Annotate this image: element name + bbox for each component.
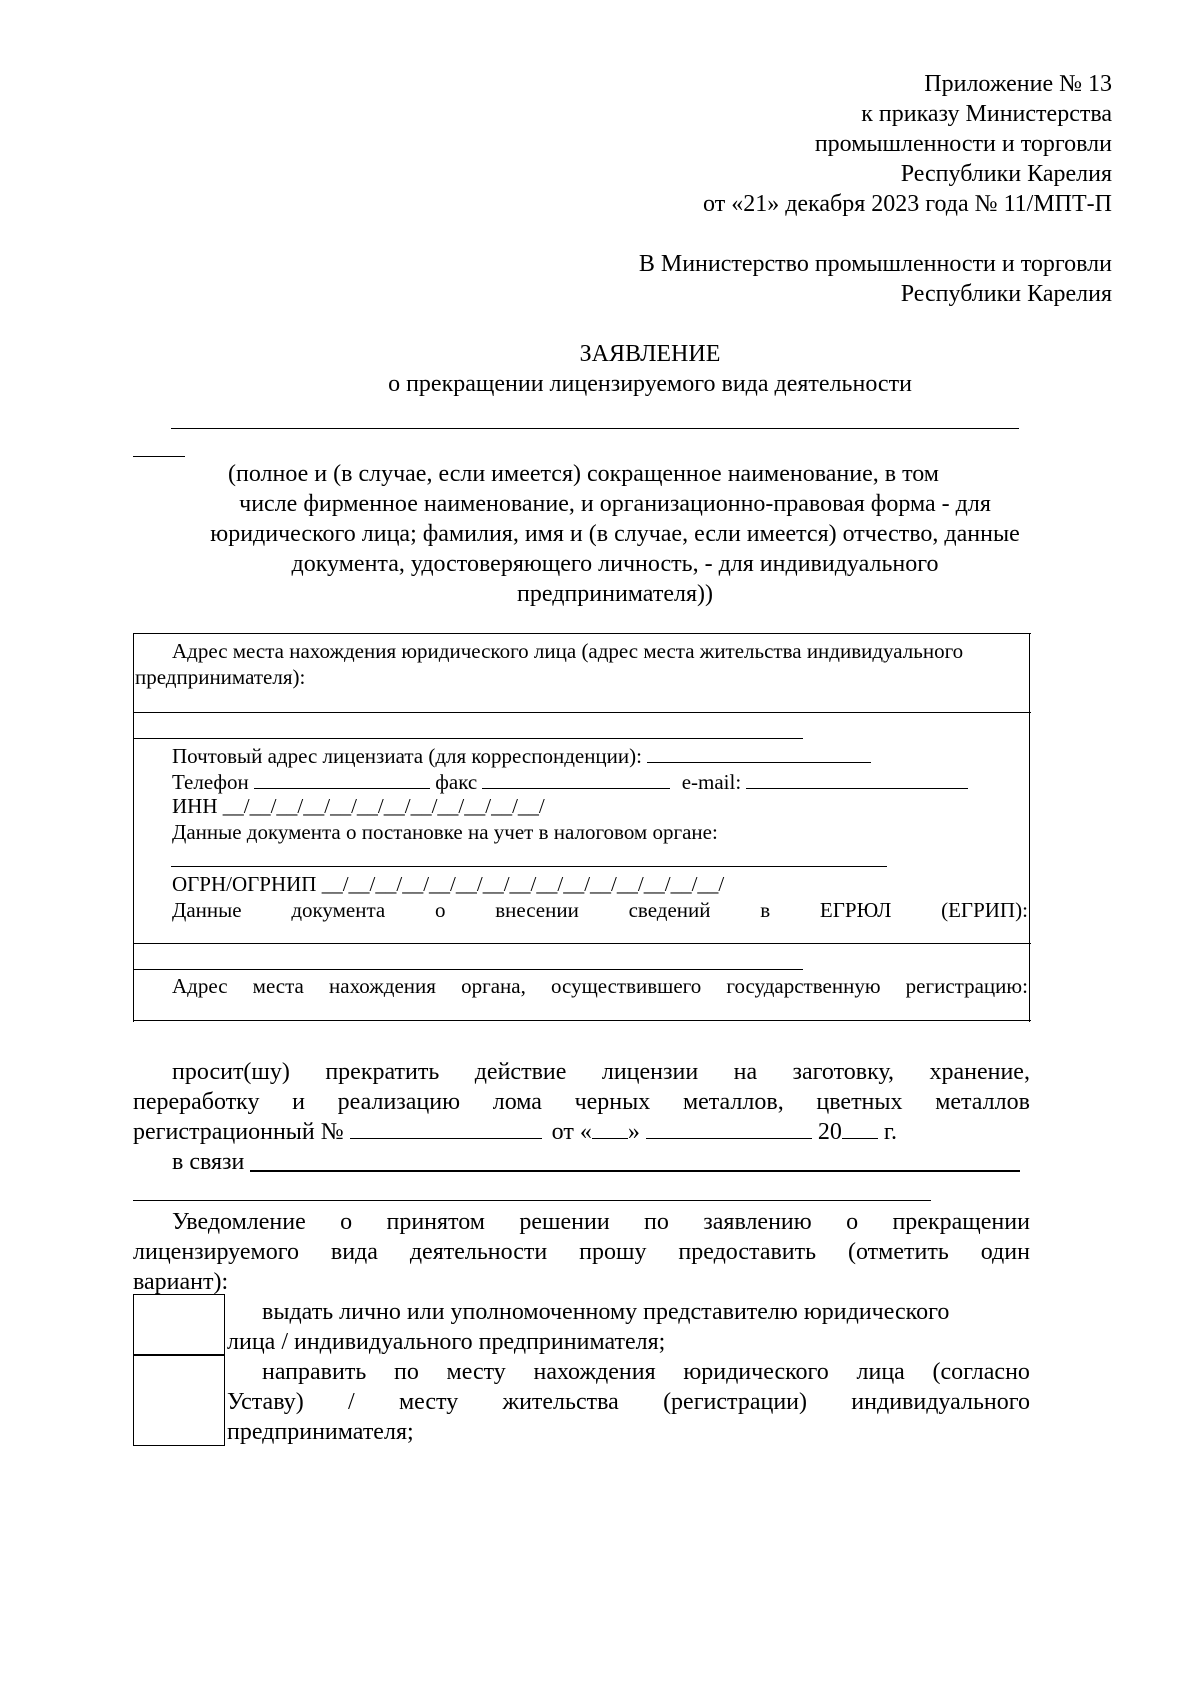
notice-word: принятом (386, 1209, 485, 1235)
annex-line-3: промышленности и торговли (814, 131, 1112, 157)
notice-word: один (980, 1239, 1030, 1265)
registration-number-label: регистрационный № (133, 1119, 344, 1145)
request-word: прекратить (325, 1059, 440, 1085)
option-2-word: Уставу) (227, 1389, 304, 1415)
close-quote: » (627, 1119, 640, 1145)
inn-field[interactable]: ИНН __/__/__/__/__/__/__/__/__/__/__/__/ (172, 794, 545, 818)
option-2-word: месту (446, 1359, 506, 1385)
option-2-word: жительства (502, 1389, 619, 1415)
egrul-word: документа (291, 898, 386, 922)
option-2-word: / (347, 1389, 355, 1415)
request-word: лицензии (601, 1059, 699, 1085)
option-2-checkbox[interactable] (133, 1354, 225, 1446)
phone-field[interactable] (254, 766, 430, 789)
option-2-word: (согласно (932, 1359, 1030, 1385)
request-word: реализацию (337, 1089, 461, 1115)
postal-address-field[interactable] (647, 740, 871, 763)
option-2-word: лица (856, 1359, 905, 1385)
year-suffix: г. (883, 1119, 897, 1145)
notice-line-1 (172, 1206, 1030, 1238)
notice-word: заявлению (703, 1209, 812, 1235)
request-word: металлов (935, 1089, 1030, 1115)
date-year-field[interactable] (842, 1116, 878, 1139)
reason-field-line-2[interactable] (133, 1200, 931, 1201)
notice-word: о (846, 1209, 859, 1235)
request-word: металлов, (682, 1089, 784, 1115)
option-2-word: индивидуального (851, 1389, 1030, 1415)
phone-label: Телефон (172, 770, 249, 794)
option-2-word: направить (262, 1359, 367, 1385)
annex-line-2: к приказу Министерства (861, 101, 1112, 127)
request-word: переработку (133, 1089, 260, 1115)
reason-row (172, 1146, 244, 1178)
addressee-line-2: Республики Карелия (900, 281, 1112, 307)
registration-organ-label (172, 972, 1028, 1000)
reg-word: Адрес (172, 974, 228, 998)
reg-word: места (252, 974, 304, 998)
request-word: действие (474, 1059, 567, 1085)
egrul-word: (ЕГРИП): (941, 898, 1028, 922)
egrul-word: о (434, 898, 446, 922)
option-2-word: юридического (683, 1359, 829, 1385)
request-line-1 (172, 1056, 1030, 1088)
reg-word: регистрацию: (905, 974, 1028, 998)
option-1-checkbox[interactable] (133, 1294, 225, 1356)
option-2-word: по (393, 1359, 419, 1385)
notice-word: деятельности (409, 1239, 548, 1265)
notice-word: лицензируемого (133, 1239, 299, 1265)
reg-word: нахождения (329, 974, 436, 998)
option-2-line-3: предпринимателя; (227, 1419, 414, 1445)
reg-word: органа, (461, 974, 526, 998)
box-top-border (133, 633, 1031, 634)
request-word: на (733, 1059, 758, 1085)
notice-word: прекращении (892, 1209, 1030, 1235)
email-field[interactable] (746, 766, 968, 789)
annex-line-5: от «21» декабря 2023 года № 11/МПТ-П (703, 191, 1112, 217)
notice-word: по (644, 1209, 669, 1235)
notice-word: решении (519, 1209, 610, 1235)
applicant-hint-line-5: предпринимателя)) (517, 581, 713, 607)
applicant-hint-line-1: (полное и (в случае, если имеется) сокращенное наименование, в том (228, 461, 939, 487)
egrul-word: внесении (495, 898, 579, 922)
from-label: от « (551, 1119, 592, 1145)
egrul-word: в (760, 898, 771, 922)
applicant-name-line-end[interactable] (133, 456, 185, 457)
registration-number-field[interactable] (350, 1116, 542, 1139)
notice-word: прошу (579, 1239, 647, 1265)
address-field-line[interactable] (133, 712, 1031, 713)
notice-word: о (340, 1209, 353, 1235)
request-line-2 (133, 1086, 1030, 1118)
fax-field[interactable] (482, 766, 670, 789)
year-prefix: 20 (817, 1119, 842, 1145)
address-label-line-2: предпринимателя): (135, 665, 306, 689)
applicant-hint-line-2: числе фирменное наименование, и организационно-правовая форма - для (239, 491, 991, 517)
request-word: хранение, (929, 1059, 1030, 1085)
option-1-line-1: выдать лично или уполномоченному представителю юридического (262, 1299, 950, 1325)
ogrn-field[interactable]: ОГРН/ОГРНИП __/__/__/__/__/__/__/__/__/__/__/__/__/__/__/ (172, 872, 725, 896)
request-word: черных (574, 1089, 651, 1115)
notice-line-2 (133, 1236, 1030, 1268)
applicant-name-line[interactable] (171, 428, 1019, 429)
egrul-field-line[interactable] (133, 943, 1031, 944)
annex-line-1: Приложение № 13 (924, 71, 1112, 97)
option-2-word: месту (398, 1389, 459, 1415)
applicant-hint-line-3: юридического лица; фамилия, имя и (в случае, если имеется) отчество, данные (210, 521, 1020, 547)
option-2-word: (регистрации) (663, 1389, 808, 1415)
box-bottom-border (133, 1020, 1031, 1021)
option-2-line-2 (227, 1386, 1030, 1418)
box-right-border (1029, 633, 1030, 1022)
annex-line-4: Республики Карелия (900, 161, 1112, 187)
fax-label: факс (435, 770, 478, 794)
egrul-label (172, 896, 1028, 924)
postal-address-label: Почтовый адрес лицензиата (для корреспонденции): (172, 744, 642, 768)
option-2-line-1 (262, 1356, 1030, 1388)
notice-word: (отметить (848, 1239, 949, 1265)
egrul-field-line-2[interactable] (133, 969, 803, 970)
egrul-word: Данные (172, 898, 242, 922)
egrul-word: ЕГРЮЛ (819, 898, 892, 922)
document-title: ЗАЯВЛЕНИЕ (579, 341, 721, 367)
email-label: e-mail: (681, 770, 742, 794)
date-day-field[interactable] (592, 1116, 628, 1139)
tax-doc-label: Данные документа о постановке на учет в налоговом органе: (172, 820, 718, 844)
reason-field-line[interactable] (250, 1170, 1020, 1172)
tax-doc-field[interactable] (171, 866, 887, 867)
addressee-line-1: В Министерство промышленности и торговли (638, 251, 1112, 277)
notice-line-3: вариант): (133, 1269, 229, 1295)
option-1-line-2: лица / индивидуального предпринимателя; (227, 1329, 666, 1355)
request-word: лома (492, 1089, 542, 1115)
applicant-hint-line-4: документа, удостоверяющего личность, - для индивидуального (291, 551, 939, 577)
box-left-border (133, 633, 134, 1022)
request-word: просит(шу) (172, 1059, 290, 1085)
option-2-word: нахождения (533, 1359, 656, 1385)
egrul-word: сведений (628, 898, 711, 922)
notice-word: вида (330, 1239, 378, 1265)
document-subtitle: о прекращении лицензируемого вида деятельности (388, 371, 912, 397)
request-word: и (292, 1089, 306, 1115)
notice-word: Уведомление (172, 1209, 306, 1235)
date-month-field[interactable] (646, 1116, 812, 1139)
request-line-3 (133, 1116, 897, 1148)
reg-word: осуществившего (551, 974, 702, 998)
notice-word: предоставить (678, 1239, 817, 1265)
request-word: цветных (816, 1089, 903, 1115)
request-word: заготовку, (792, 1059, 895, 1085)
reason-label: в связи (172, 1149, 245, 1175)
reg-word: государственную (726, 974, 881, 998)
address-label-line-1: Адрес места нахождения юридического лица (адрес места жительства индивидуального (172, 639, 964, 663)
address-field-line-2[interactable] (133, 738, 803, 739)
